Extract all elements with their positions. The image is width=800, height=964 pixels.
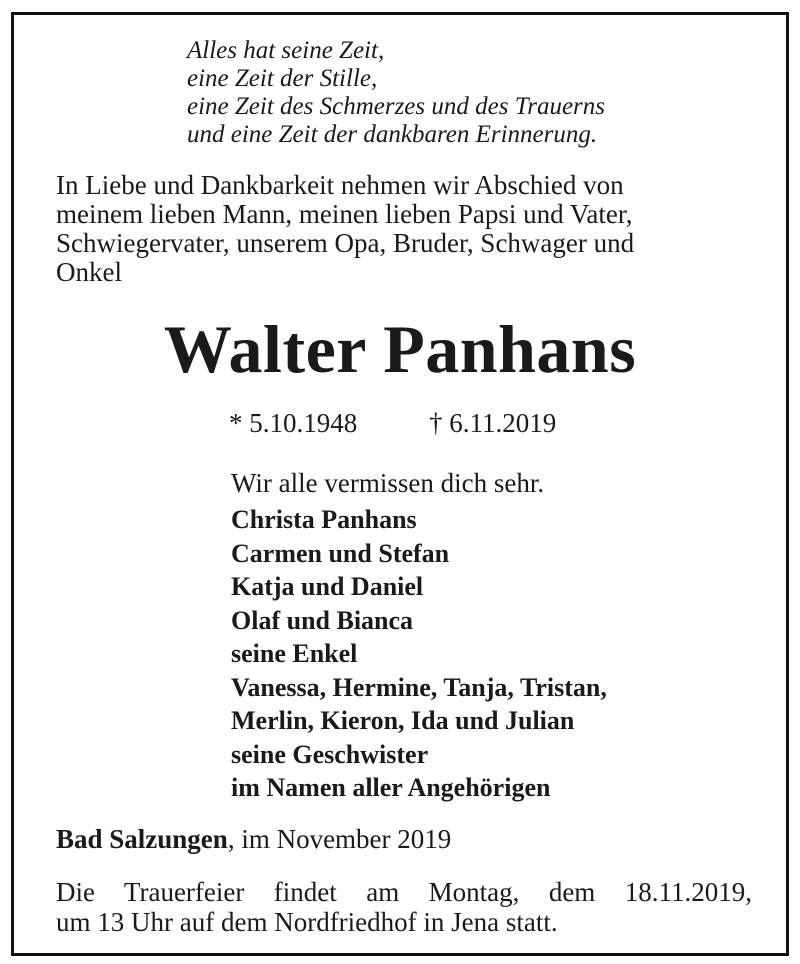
signer-line: seine Geschwister <box>231 739 429 769</box>
birth-date: * 5.10.1948 <box>229 408 358 438</box>
intro-line: In Liebe und Dankbarkeit nehmen wir Abschied von <box>56 170 624 200</box>
signer-line: Olaf und Bianca <box>231 605 414 635</box>
intro-line: Schwiegervater, unserem Opa, Bruder, Schwager und <box>56 228 635 258</box>
motto-line: und eine Zeit der dankbaren Erinnerung. <box>187 121 598 148</box>
intro-text <box>56 171 634 287</box>
motto-line: eine Zeit der Stille, <box>187 65 378 92</box>
signer-line: Katja und Daniel <box>231 572 424 601</box>
signer-line: Carmen und Stefan <box>231 538 450 568</box>
signer-line: Christa Panhans <box>231 505 417 534</box>
funeral-line: Die Trauerfeier findet am Montag, dem 18.11.2019, <box>56 877 752 907</box>
intro-line: Onkel <box>56 257 122 287</box>
motto-line: eine Zeit des Schmerzes und des Trauerns <box>187 93 606 120</box>
farewell-message: Wir alle vermissen dich sehr. <box>231 468 545 498</box>
death-date: † 6.11.2019 <box>429 408 557 438</box>
place-and-date <box>56 823 451 855</box>
signer-line: Merlin, Kieron, Ida und Julian <box>231 706 575 735</box>
signer-line: seine Enkel <box>231 639 358 668</box>
obituary-frame <box>11 12 789 956</box>
place-city: Bad Salzungen <box>56 824 228 854</box>
signer-line: im Namen aller Angehörigen <box>231 773 551 802</box>
intro-line: meinem lieben Mann, meinen lieben Papsi und Vater, <box>56 199 633 229</box>
signers-list <box>231 503 607 805</box>
signer-line: Vanessa, Hermine, Tanja, Tristan, <box>231 672 607 702</box>
funeral-line: um 13 Uhr auf dem Nordfriedhof in Jena statt. <box>56 907 558 937</box>
place-date: , im November 2019 <box>227 824 452 854</box>
funeral-notice <box>56 877 752 937</box>
deceased-name: Walter Panhans <box>163 311 637 387</box>
motto-line: Alles hat seine Zeit, <box>187 37 385 64</box>
motto-verse <box>187 37 605 149</box>
